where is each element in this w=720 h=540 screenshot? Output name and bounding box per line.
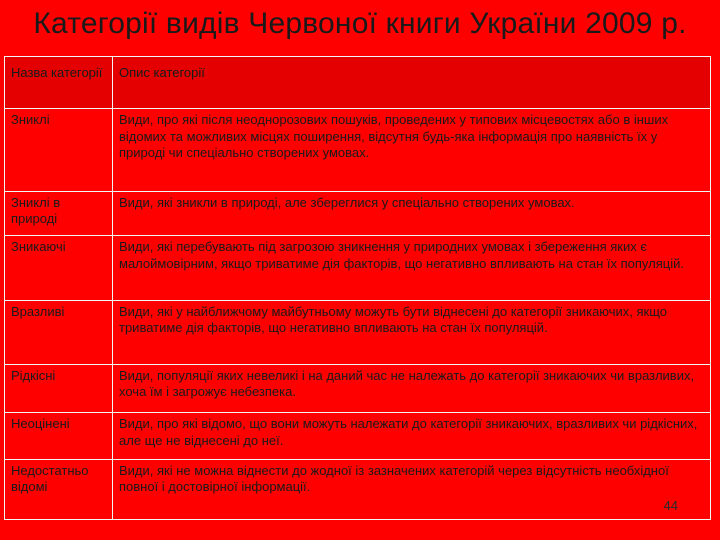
table-row <box>5 109 711 192</box>
table-row <box>5 191 711 235</box>
table-row <box>5 459 711 519</box>
category-name-cell: Зниклі в природі <box>5 191 113 235</box>
category-name-cell: Вразливі <box>5 300 113 364</box>
table-row <box>5 236 711 300</box>
category-description-cell: Види, які зникли в природі, але збереглися у спеціально створених умовах. <box>113 191 711 235</box>
category-description-cell: Види, які перебувають під загрозою зникнення у природних умовах і збереження яких є малоймовірним, якщо триватиме дія факторів, що негативно впливають на стан їх популяцій. <box>113 236 711 300</box>
category-name-cell: Недостатньо відомі <box>5 459 113 519</box>
category-description-cell: Види, які не можна віднести до жодної із зазначених категорій через відсутність необхідної повної і достовірної інформації. <box>113 459 711 519</box>
categories-table-container <box>4 56 710 520</box>
table-row <box>5 300 711 364</box>
table-row <box>5 364 711 412</box>
category-description-cell: Види, які у найближчому майбутньому можуть бути віднесені до категорії зникаючих, якщо триватиме дія факторів, що негативно впливають на стан їх популяцій. <box>113 300 711 364</box>
category-description-cell: Види, про які після неоднорозових пошуків, проведених у типових місцевостях або в інших відомих та можливих місцях поширення, відсутня будь-яка інформація про наявність їх у природі чи спеціально створених умовах. <box>113 109 711 192</box>
category-name-cell: Зникаючі <box>5 236 113 300</box>
slide-title: Категорії видів Червоної книги України 2009 р. <box>33 7 687 40</box>
category-description-cell: Види, про які відомо, що вони можуть належати до категорії зникаючих, вразливих чи рідкісних, але ще не віднесені до неї. <box>113 413 711 459</box>
categories-table <box>4 56 711 520</box>
table-row <box>5 413 711 459</box>
page-number: 44 <box>663 498 678 513</box>
header-category-description: Опис категорії <box>113 57 711 109</box>
category-description-cell: Види, популяції яких невеликі і на даний час не належать до категорії зникаючих чи вразливих, хоча їм і загрожує небезпека. <box>113 364 711 412</box>
category-name-cell: Зниклі <box>5 109 113 192</box>
header-category-name: Назва категорії <box>5 57 113 109</box>
category-name-cell: Неоцінені <box>5 413 113 459</box>
table-header-row <box>5 57 711 109</box>
category-name-cell: Рідкісні <box>5 364 113 412</box>
